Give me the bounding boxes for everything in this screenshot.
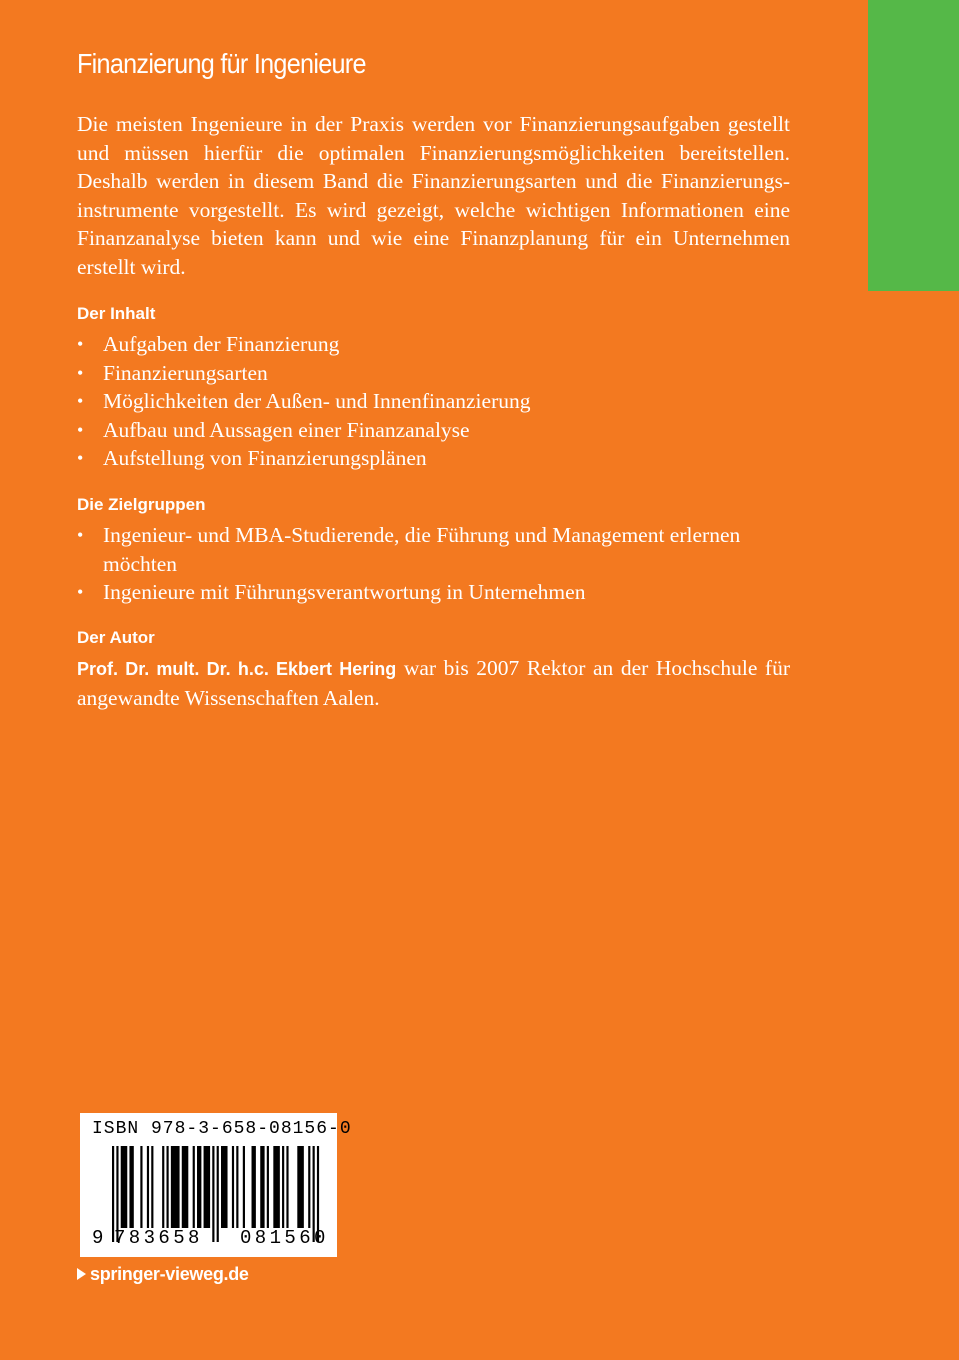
- barcode-bar: [308, 1146, 310, 1228]
- barcode-bar: [129, 1146, 133, 1228]
- section-heading-autor: Der Autor: [77, 628, 155, 647]
- barcode-bar: [260, 1146, 264, 1228]
- book-title: Finanzierung für Ingenieure: [77, 48, 366, 79]
- barcode-bar: [217, 1146, 219, 1242]
- barcode-bar: [252, 1146, 256, 1228]
- barcode-bar: [267, 1146, 269, 1228]
- barcode-bar: [236, 1146, 238, 1228]
- publisher-website: springer-vieweg.de: [77, 1262, 249, 1286]
- isbn-label: ISBN 978-3-658-08156-0: [92, 1119, 352, 1139]
- zielgruppen-list: [77, 521, 777, 607]
- barcode-bar: [204, 1146, 211, 1228]
- inhalt-list: [77, 330, 777, 473]
- barcode-bar: [193, 1146, 195, 1228]
- barcode-bar: [286, 1146, 288, 1228]
- list-item: • Aufstellung von Finanzierungsplänen: [77, 444, 777, 473]
- intro-paragraph: Die meisten Ingenieure in der Praxis werden vor Finanzierungsaufgaben gestellt und müssen hierfür die optimalen Finanzierungsmöglichkeiten bereitstellen. Deshalb werden in diesem Band die Finanzierungsarten und die Finanzierungsinstrumente vorgestellt. Es wird gezeigt, welche wichtigen Informationen eine Finanzanalyse bieten kann und wie eine Finanzplanung für ein Unternehmen erstellt wird.: [77, 112, 790, 279]
- barcode-bar: [147, 1146, 149, 1228]
- barcode-bar: [167, 1146, 169, 1228]
- barcode-bar: [151, 1146, 153, 1228]
- arrow-right-icon: [77, 1268, 86, 1280]
- barcode-digits-left: 783658: [114, 1227, 203, 1249]
- barcode-bar: [273, 1146, 280, 1228]
- bullet-icon: •: [77, 419, 84, 440]
- list-item: • Ingenieur- und MBA-Studierende, die Führung und Management erlernen möchten: [77, 523, 741, 576]
- bullet-icon: •: [77, 525, 84, 545]
- list-item: • Möglichkeiten der Außen- und Innenfinanzierung: [77, 387, 777, 416]
- list-item: • Ingenieure mit Führungsverantwortung in Unternehmen: [77, 578, 777, 607]
- bullet-icon: •: [77, 448, 84, 469]
- barcode-bar: [197, 1146, 201, 1228]
- barcode-digit-first: 9: [92, 1227, 104, 1249]
- list-item: • Aufbau und Aussagen einer Finanzanalyse: [77, 416, 777, 445]
- list-item: • Aufgaben der Finanzierung: [77, 330, 777, 359]
- barcode-bar: [171, 1146, 180, 1228]
- barcode-bar: [121, 1146, 128, 1228]
- bullet-icon: •: [77, 391, 84, 412]
- bullet-icon: •: [77, 334, 84, 354]
- barcode-bar: [297, 1146, 304, 1228]
- bullet-icon: •: [77, 362, 84, 383]
- author-bio: war bis 2007 Rektor an der Hochschule für angewandte Wissenschaften Aalen.: [77, 656, 790, 710]
- barcode-bar: [221, 1146, 228, 1228]
- author-paragraph: [77, 654, 790, 712]
- section-heading-zielgruppen: Die Zielgruppen: [77, 495, 206, 514]
- barcode-bar: [212, 1146, 214, 1242]
- author-name: Prof. Dr. mult. Dr. h.c. Ekbert Hering: [77, 659, 397, 679]
- bullet-icon: •: [77, 582, 84, 603]
- section-heading-inhalt: Der Inhalt: [77, 304, 156, 323]
- barcode-bar: [162, 1146, 164, 1228]
- barcode-bar: [232, 1146, 234, 1228]
- barcode-bar: [182, 1146, 189, 1228]
- barcode-digits-right: 081560: [240, 1227, 329, 1249]
- green-accent-tab: [868, 0, 959, 291]
- barcode-bar: [243, 1146, 245, 1228]
- list-item: • Finanzierungsarten: [77, 359, 777, 388]
- barcode-bar: [282, 1146, 284, 1228]
- isbn-barcode: [80, 1113, 352, 1257]
- barcode-bar: [140, 1146, 142, 1228]
